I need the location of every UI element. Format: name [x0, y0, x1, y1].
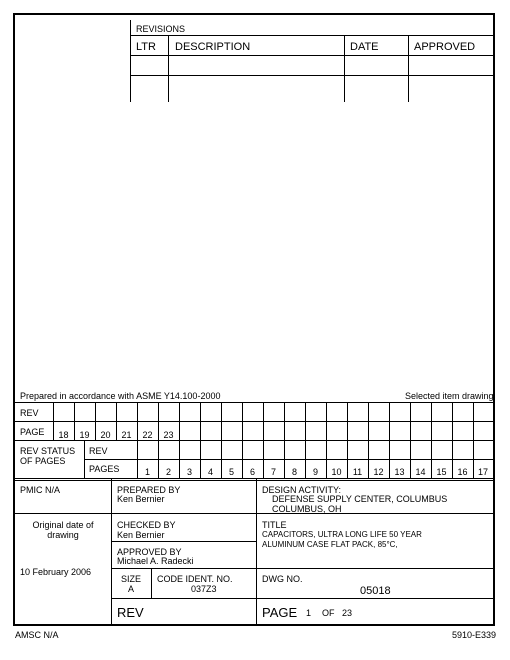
status-page-cell: 2	[165, 467, 171, 477]
checked-by-name: Ken Bernier	[117, 530, 165, 540]
revisions-header-ltr: LTR	[136, 41, 156, 53]
prepared-by-label: PREPARED BY	[117, 485, 181, 495]
status-page-cell: 17	[477, 467, 488, 477]
status-page-cell: 1	[144, 467, 150, 477]
design-activity-label: DESIGN ACTIVITY:	[262, 485, 342, 495]
status-page-cell: 7	[270, 467, 276, 477]
revisions-title: REVISIONS	[136, 24, 186, 34]
original-date-label-line1: Original date of	[32, 520, 94, 530]
status-page-cell: 14	[415, 467, 426, 477]
code-ident-value: 037Z3	[191, 584, 217, 594]
original-date-label-line2: drawing	[47, 530, 79, 540]
rev-status-rev-label: REV	[89, 446, 108, 456]
dwg-no-value: 05018	[360, 585, 391, 597]
status-page-cell: 11	[352, 467, 363, 477]
revisions-header-date: DATE	[350, 41, 379, 53]
rev-status-label: REV STATUS	[20, 446, 76, 456]
code-ident-label: CODE IDENT. NO.	[157, 574, 233, 584]
page-cell: 20	[100, 430, 111, 440]
pmic-text: PMIC N/A	[20, 485, 61, 495]
rev-row-label: REV	[20, 408, 39, 418]
original-date: 10 February 2006	[20, 567, 92, 577]
footer-fsc-code: 5910-E339	[452, 630, 497, 640]
of-pages-label: OF PAGES	[20, 456, 66, 466]
checked-by-label: CHECKED BY	[117, 520, 176, 530]
page-cell: 22	[142, 430, 153, 440]
status-page-cell: 15	[436, 467, 447, 477]
status-page-cell: 9	[312, 467, 318, 477]
status-page-cell: 4	[207, 467, 213, 477]
of-label: OF	[322, 608, 335, 618]
title-line1: CAPACITORS, ULTRA LONG LIFE 50 YEAR	[262, 530, 422, 539]
revisions-header-approved: APPROVED	[414, 41, 476, 53]
status-page-cell: 3	[186, 467, 192, 477]
design-activity-line1: DEFENSE SUPPLY CENTER, COLUMBUS	[272, 494, 448, 504]
status-page-cell: 16	[457, 467, 468, 477]
page-row-label: PAGE	[20, 427, 45, 437]
status-page-cell: 10	[331, 467, 342, 477]
title-line2: ALUMINUM CASE FLAT PACK, 85°C,	[262, 540, 398, 549]
page-total: 23	[342, 608, 353, 618]
page-cell: 19	[79, 430, 90, 440]
size-label: SIZE	[120, 574, 141, 584]
rev-status-pages-label: PAGES	[89, 464, 120, 474]
page-cell: 21	[121, 430, 132, 440]
status-page-cell: 12	[373, 467, 384, 477]
rev-block-label: REV	[117, 605, 144, 620]
prepared-by-name: Ken Bernier	[117, 494, 165, 504]
approved-by-label: APPROVED BY	[117, 547, 182, 557]
page-cell: 18	[58, 430, 69, 440]
selected-item-note: Selected item drawing	[405, 391, 494, 401]
design-activity-line2: COLUMBUS, OH	[272, 504, 342, 514]
size-value: A	[127, 584, 134, 594]
page-cell: 23	[163, 430, 174, 440]
page-number: 1	[306, 608, 312, 618]
footer-amsc: AMSC N/A	[15, 630, 59, 640]
revisions-header-description: DESCRIPTION	[175, 41, 251, 53]
approved-by-name: Michael A. Radecki	[117, 556, 194, 566]
dwg-no-label: DWG NO.	[262, 574, 303, 584]
status-page-cell: 5	[228, 467, 234, 477]
asme-note: Prepared in accordance with ASME Y14.100-2000	[20, 391, 221, 401]
status-page-cell: 6	[249, 467, 255, 477]
status-page-cell: 13	[394, 467, 405, 477]
status-page-cell: 8	[291, 467, 297, 477]
title-label: TITLE	[262, 520, 287, 530]
page-block-label: PAGE	[262, 605, 298, 620]
